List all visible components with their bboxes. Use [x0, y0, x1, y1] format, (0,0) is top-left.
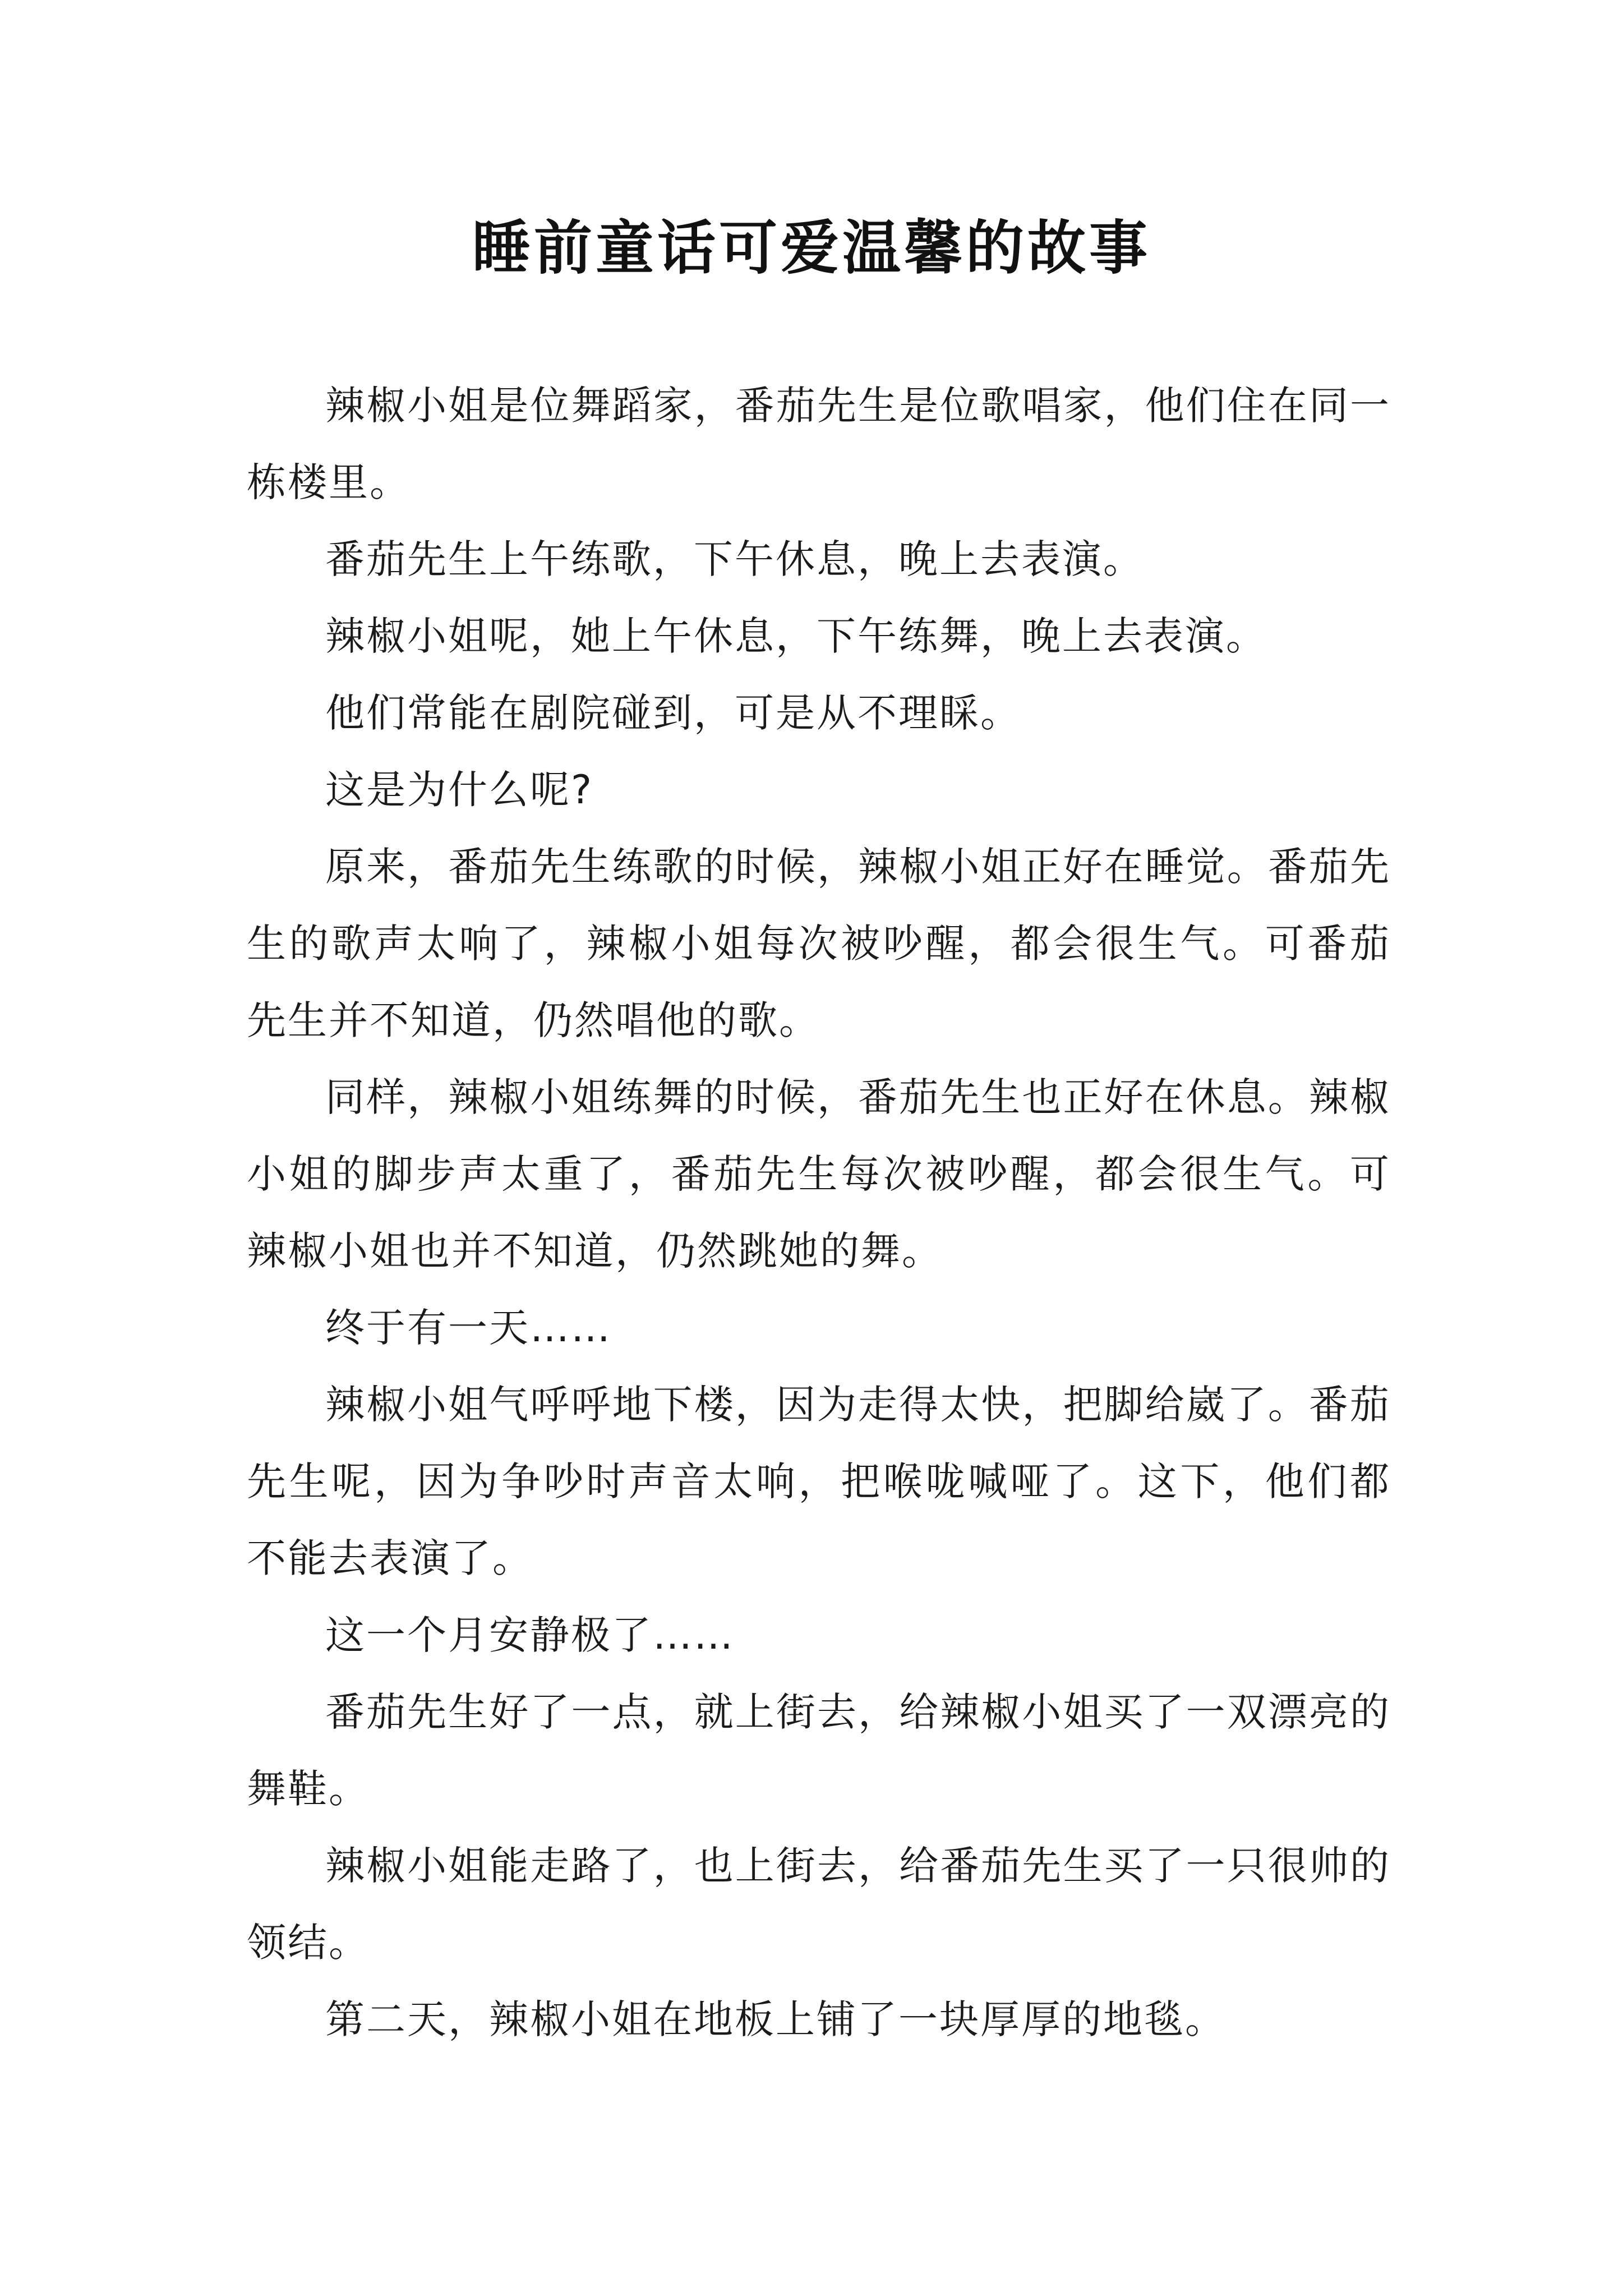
paragraph: 第二天，辣椒小姐在地板上铺了一块厚厚的地毯。: [325, 1996, 1226, 2042]
paragraph: 这是为什么呢?: [325, 767, 594, 813]
paragraph: 番茄先生上午练歌，下午休息，晚上去表演。: [325, 536, 1144, 582]
paragraph: 辣椒小姐能走路了，也上街去，给番茄先生买了一只很帅的领结。: [247, 1843, 1391, 1966]
paragraph: 同样，辣椒小姐练舞的时候，番茄先生也正好在休息。辣椒小姐的脚步声太重了，番茄先生每次被吵醒，都会很生气。可辣椒小姐也并不知道，仍然跳她的舞。: [247, 1074, 1391, 1274]
paragraph: 这一个月安静极了……: [325, 1612, 735, 1658]
paragraph: 辣椒小姐是位舞蹈家，番茄先生是位歌唱家，他们住在同一栋楼里。: [247, 383, 1391, 505]
paragraph: 辣椒小姐气呼呼地下楼，因为走得太快，把脚给崴了。番茄先生呢，因为争吵时声音太响，把喉咙喊哑了。这下，他们都不能去表演了。: [247, 1382, 1391, 1581]
document-title: 睡前童话可爱温馨的故事: [472, 213, 1151, 282]
paragraph: 终于有一天……: [325, 1305, 612, 1351]
paragraph: 番茄先生好了一点，就上街去，给辣椒小姐买了一双漂亮的舞鞋。: [247, 1689, 1391, 1812]
document-body: [247, 367, 1391, 2058]
paragraph: 原来，番茄先生练歌的时候，辣椒小姐正好在睡觉。番茄先生的歌声太响了，辣椒小姐每次被吵醒，都会很生气。可番茄先生并不知道，仍然唱他的歌。: [247, 844, 1391, 1043]
paragraph: 辣椒小姐呢，她上午休息，下午练舞，晚上去表演。: [325, 613, 1267, 659]
paragraph: 他们常能在剧院碰到，可是从不理睬。: [325, 690, 1021, 736]
